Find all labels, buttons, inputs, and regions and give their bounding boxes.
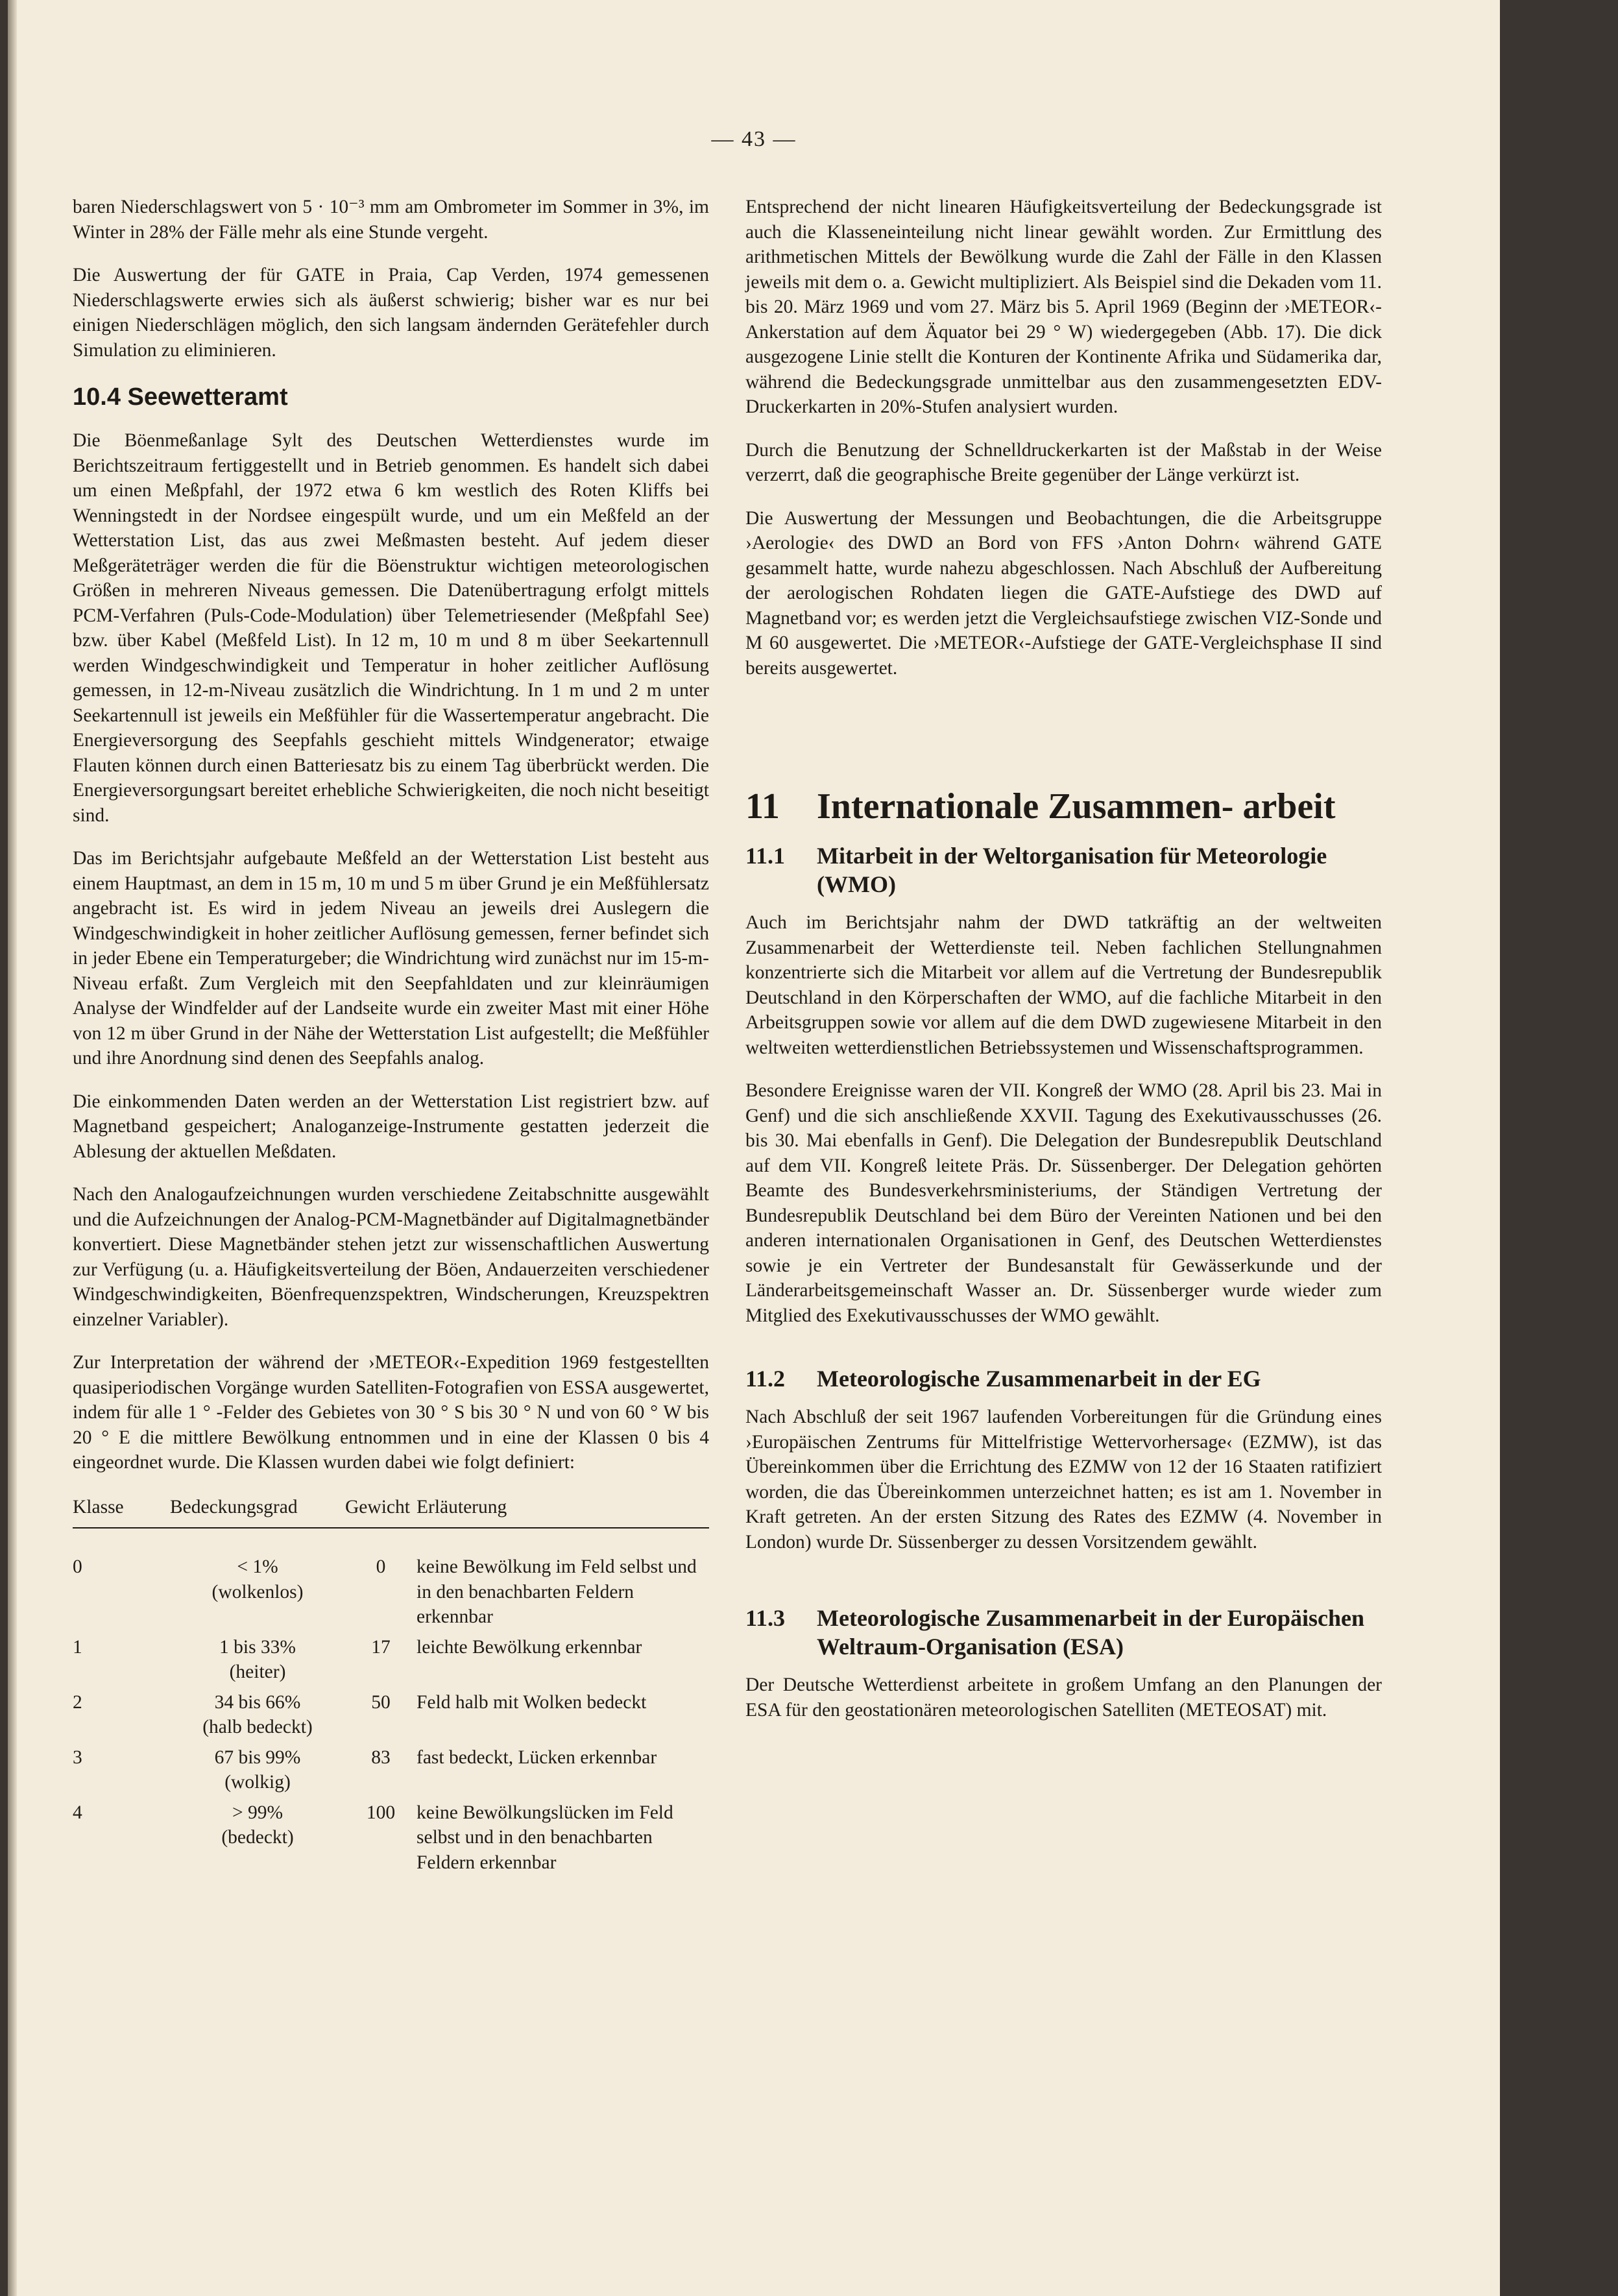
cell-gewicht: 100 (366, 1802, 396, 1823)
section-heading-11-3 (745, 1604, 1382, 1661)
cell-erlaeuterung: leichte Bewölkung erkennbar (417, 1636, 642, 1658)
cell-erlaeuterung: fast bedeckt, Lücken erkennbar (417, 1746, 657, 1768)
cell-bedeckungsgrad (170, 1528, 345, 1635)
left-column (73, 195, 709, 1880)
cell-klasse: 3 (73, 1746, 82, 1768)
cell-grad-label: (halb bedeckt) (202, 1717, 313, 1737)
cell-grad-value: 1 bis 33% (219, 1636, 296, 1658)
table-header-row (73, 1490, 709, 1529)
page-number: — 43 — (711, 127, 797, 151)
paragraph: Das im Berichtsjahr aufgebaute Meßfeld an der Wetterstation List besteht aus einem Hauptmast, an dem in 15 m, 10 m und 5 m über Grund je ein Meßfühlersatz angebracht ist. Es wird in jedem Niveau an jeweils drei Auslegern die Windgeschwindigkeit in hoher zeitlicher Auflösung gemessen, ferner befindet sich in jeder Ebene ein Temperaturgeber; die Windrichtung wird zunächst nur im 15-m-Niveau erfaßt. Zum Vergleich mit den Seepfahldaten und zur kleinräumigen Analyse der Windfelder auf der Landseite wurde ein zweiter Mast mit einer Höhe von 12 m über Grund in der Nähe der Wetterstation List aufgestellt; die Meßfühler und ihre Anordnung sind denen des Seepfahls analog. (73, 848, 709, 1069)
cell-klasse: 2 (73, 1691, 82, 1713)
section-heading-10-4: 10.4 Seewetteramt (73, 383, 288, 411)
table-row (73, 1635, 709, 1690)
paragraph: Besondere Ereignisse waren der VII. Kongreß der WMO (28. April bis 23. Mai in Genf) und die sich anschließende XXVII. Tagung des Exekutivausschusses (26. bis 30. Mai ebenfalls in Genf). Die Delegation der Bundesrepublik Deutschland auf dem VII. Kongreß leitete Präs. Dr. Süssenberger. Der Delegation gehörten Beamte des Bundesverkehrsministeriums, der Ständigen Vertretung der Bundesrepublik Deutschland bei dem Büro der Vereinten Nationen und bei den anderen internationalen Organisationen in Genf, des Deutschen Wetterdienstes sowie je ein Vertreter der Bundesanstalt für Gewässerkunde und der Länderarbeitsgemeinschaft Wasser an. Dr. Süssenberger wurde wieder zum Mitglied des Exekutivausschusses der WMO gewählt. (745, 1080, 1382, 1326)
cell-grad-value: 34 bis 66% (214, 1691, 301, 1713)
cell-gewicht: 50 (371, 1691, 391, 1713)
spacer (745, 1573, 1382, 1592)
section-title: Meteorologische Zusammenarbeit in der EG (817, 1366, 1261, 1392)
table-row (73, 1745, 709, 1800)
cell-grad-label: (bedeckt) (221, 1827, 294, 1848)
section-heading-11-2 (745, 1364, 1382, 1393)
column-header-klasse: Klasse (73, 1490, 170, 1529)
paragraph: Durch die Benutzung der Schnelldruckerkarten ist der Maßstab in der Weise verzerrt, daß die geographische Breite gegenüber der Länge verkürzt ist. (745, 439, 1382, 485)
spacer (745, 1346, 1382, 1353)
table-row (73, 1800, 709, 1881)
cell-erlaeuterung: keine Bewölkungslücken im Feld selbst und in den benachbarten Feldern erkennbar (417, 1802, 673, 1873)
cell-erlaeuterung: Feld halb mit Wolken bedeckt (417, 1691, 647, 1713)
section-title: Mitarbeit in der Weltorganisation für Meteorologie (WMO) (817, 843, 1327, 897)
section-title: Meteorologische Zusammenarbeit in der Europäischen Weltraum-Organisation (ESA) (817, 1605, 1364, 1660)
cloud-class-table (73, 1490, 709, 1881)
chapter-title: Internationale Zusammen- arbeit (817, 786, 1336, 827)
column-header-gewicht: Gewicht (345, 1490, 417, 1529)
cell-grad-value: > 99% (232, 1802, 284, 1823)
paragraph: Nach Abschluß der seit 1967 laufenden Vorbereitungen für die Gründung eines ›Europäischen Zentrums für Mittelfristige Wettervorhersage‹ (EZMW), ist das Übereinkommen über die Errichtung des EZMW von 12 der 16 Staaten ratifiziert worden, die das Übereinkommen unterzeichnet hatten; es ist am 1. November in Kraft getreten. An der ersten Sitzung des Rates des EZMW (4. November in London) wurde Dr. Süssenberger zu dessen Vorsitzendem gewählt. (745, 1407, 1382, 1553)
cell-grad-label: (heiter) (229, 1662, 286, 1682)
paragraph: baren Niederschlagswert von 5 · 10⁻³ mm am Ombrometer im Sommer in 3%, im Winter in 28% der Fälle mehr als eine Stunde vergeht. (73, 197, 709, 243)
cell-bedeckungsgrad (170, 1690, 345, 1745)
table-row (73, 1690, 709, 1745)
spacer (745, 699, 1382, 744)
cell-grad-value: 67 bis 99% (214, 1746, 301, 1768)
section-number: 11.3 (745, 1605, 786, 1631)
paragraph: Der Deutsche Wetterdienst arbeitete in großem Umfang an den Planungen der ESA für den geostationären meteorologischen Satelliten (METEOSAT) mit. (745, 1674, 1382, 1721)
cell-erlaeuterung: keine Bewölkung im Feld selbst und in den benachbarten Feldern erkennbar (417, 1556, 697, 1627)
page-edge-shadow (8, 0, 17, 2296)
paragraph: Auch im Berichtsjahr nahm der DWD tatkräftig an der weltweiten Zusammenarbeit der Wetterdienste teil. Neben fachlichen Stellungnahmen konzentrierte sich die Mitarbeit vor allem auf die Vertretung der Bundesrepublik Deutschland in den Körperschaften der WMO, auf die fachliche Mitarbeit in den Arbeitsgruppen sowie vor allem auf die dem DWD zugewiesene Mitarbeit in den weltweiten wetterdienstlichen Betriebssystemen und Wissenschaftsprogrammen. (745, 912, 1382, 1058)
cell-grad-label: (wolkig) (224, 1772, 291, 1793)
cell-bedeckungsgrad (170, 1635, 345, 1690)
cell-klasse: 0 (73, 1556, 82, 1577)
paragraph: Die einkommenden Daten werden an der Wetterstation List registriert bzw. auf Magnetband gespeichert; Analoganzeige-Instrumente gestatten jederzeit die Ablesung der aktuellen Meßdaten. (73, 1091, 709, 1162)
cell-grad-label: (wolkenlos) (211, 1581, 304, 1602)
cell-gewicht: 17 (371, 1636, 391, 1658)
column-header-bedeckungsgrad: Bedeckungsgrad (170, 1490, 345, 1529)
cell-klasse: 1 (73, 1636, 82, 1658)
chapter-number: 11 (745, 786, 780, 827)
paragraph: Nach den Analogaufzeichnungen wurden verschiedene Zeitabschnitte ausgewählt und die Aufzeichnungen der Analog-PCM-Magnetbänder auf Digitalmagnetbänder konvertiert. Diese Magnetbänder stehen jetzt zur wissenschaftlichen Auswertung zur Verfügung (u. a. Häufigkeitsverteilung der Böen, Andauerzeiten verschiedener Windgeschwindigkeiten, Böenfrequenzspektren, Windscherungen, Kreuzspektren einzelner Variabler). (73, 1184, 709, 1330)
cell-grad-value: < 1% (237, 1556, 278, 1577)
cell-bedeckungsgrad (170, 1800, 345, 1881)
right-column (745, 195, 1382, 1741)
cell-bedeckungsgrad (170, 1745, 345, 1800)
column-header-erlaeuterung: Erläuterung (417, 1490, 709, 1529)
paragraph: Die Auswertung der für GATE in Praia, Cap Verden, 1974 gemessenen Niederschlagswerte erwies sich als äußerst schwierig; bisher war es nur bei einigen Niederschlägen möglich, den sich langsam ändernden Gerätefehler durch Simulation zu eliminieren. (73, 265, 709, 361)
section-number: 11.1 (745, 843, 786, 869)
cell-klasse: 4 (73, 1802, 82, 1823)
cell-gewicht: 0 (376, 1556, 386, 1577)
cell-gewicht: 83 (371, 1746, 391, 1768)
paragraph: Die Böenmeßanlage Sylt des Deutschen Wetterdienstes wurde im Berichtszeitraum fertiggestellt und in Betrieb genommen. Es handelt sich dabei um einen Meßpfahl, der 1972 etwa 6 km westlich des Roten Kliffs bei Wenningstedt in der Nordsee eingespült wurde, und um ein Meßfeld an der Wetterstation List, das aus zwei Meßmasten besteht. Auf jedem dieser Meßgeräteträger werden die für die Böenstruktur wichtigen meteorologischen Größen in mehreren Niveaus gemessen. Die Datenübertragung erfolgt mittels PCM-Verfahren (Puls-Code-Modulation) über Telemetriesender (Meßpfahl See) bzw. über Kabel (Meßfeld List). In 12 m, 10 m und 8 m über Seekartennull werden Windgeschwindigkeit und Temperatur in hoher zeitlicher Auflösung gemessen, in 12-m-Niveau zusätzlich die Windrichtung. In 1 m und 2 m unter Seekartennull ist jeweils ein Meßfühler für die Wassertemperatur angebracht. Die Energieversorgung des Seepfahls geschieht mittels Windgenerator; etwaige Flauten können durch einen Batteriesatz bis zu einem Tag überbrückt werden. Die Energieversorgungsart bereitet erhebliche Schwierigkeiten, die noch nicht beseitigt sind. (73, 430, 709, 826)
document-page (8, 0, 1500, 2296)
paragraph: Entsprechend der nicht linearen Häufigkeitsverteilung der Bedeckungsgrade ist auch die Klasseneinteilung nicht linear gewählt worden. Zur Ermittlung des arithmetischen Mittels der Bewölkung wurde die Zahl der Fälle in den Klassen jeweils mit dem o. a. Gewicht multipliziert. Als Beispiel sind die Dekaden vom 11. bis 20. März 1969 und vom 27. März bis 5. April 1969 (Beginn der ›METEOR‹-Ankerstation auf dem Äquator bei 29 ° W) wiedergegeben (Abb. 17). Die dick ausgezogene Linie stellt die Konturen der Kontinente Afrika und Südamerika dar, während die Bedeckungsgrade unmittelbar aus den zusammengesetzten EDV-Druckerkarten in 20%-Stufen analysiert wurden. (745, 197, 1382, 417)
paragraph: Zur Interpretation der während der ›METEOR‹-Expedition 1969 festgestellten quasiperiodischen Vorgänge wurden Satelliten-Fotografien von ESSA ausgewertet, indem für alle 1 ° -Felder des Gebietes von 30 ° S bis 30 ° N und von 60 ° W bis 20 ° E die mittlere Bewölkung entnommen und in eine der Klassen 0 bis 4 eingeordnet wurde. Die Klassen wurden dabei wie folgt definiert: (73, 1352, 709, 1473)
table-row (73, 1528, 709, 1635)
paragraph: Die Auswertung der Messungen und Beobachtungen, die die Arbeitsgruppe ›Aerologie‹ des DWD an Bord von FFS ›Anton Dohrn‹ während GATE gesammelt hatte, wurde nahezu abgeschlossen. Nach Abschluß der Aufbereitung der aerologischen Rohdaten liegen die GATE-Aufstiege des DWD auf Magnetband vor; es werden jetzt die Vergleichsaufstiege zwischen VIZ-Sonde und M 60 ausgewertet. Die ›METEOR‹-Aufstiege der GATE-Vergleichsphase II sind bereits ausgewertet. (745, 507, 1382, 679)
chapter-heading-11 (745, 783, 1382, 830)
section-heading-11-1 (745, 841, 1382, 899)
section-number: 11.2 (745, 1366, 786, 1392)
